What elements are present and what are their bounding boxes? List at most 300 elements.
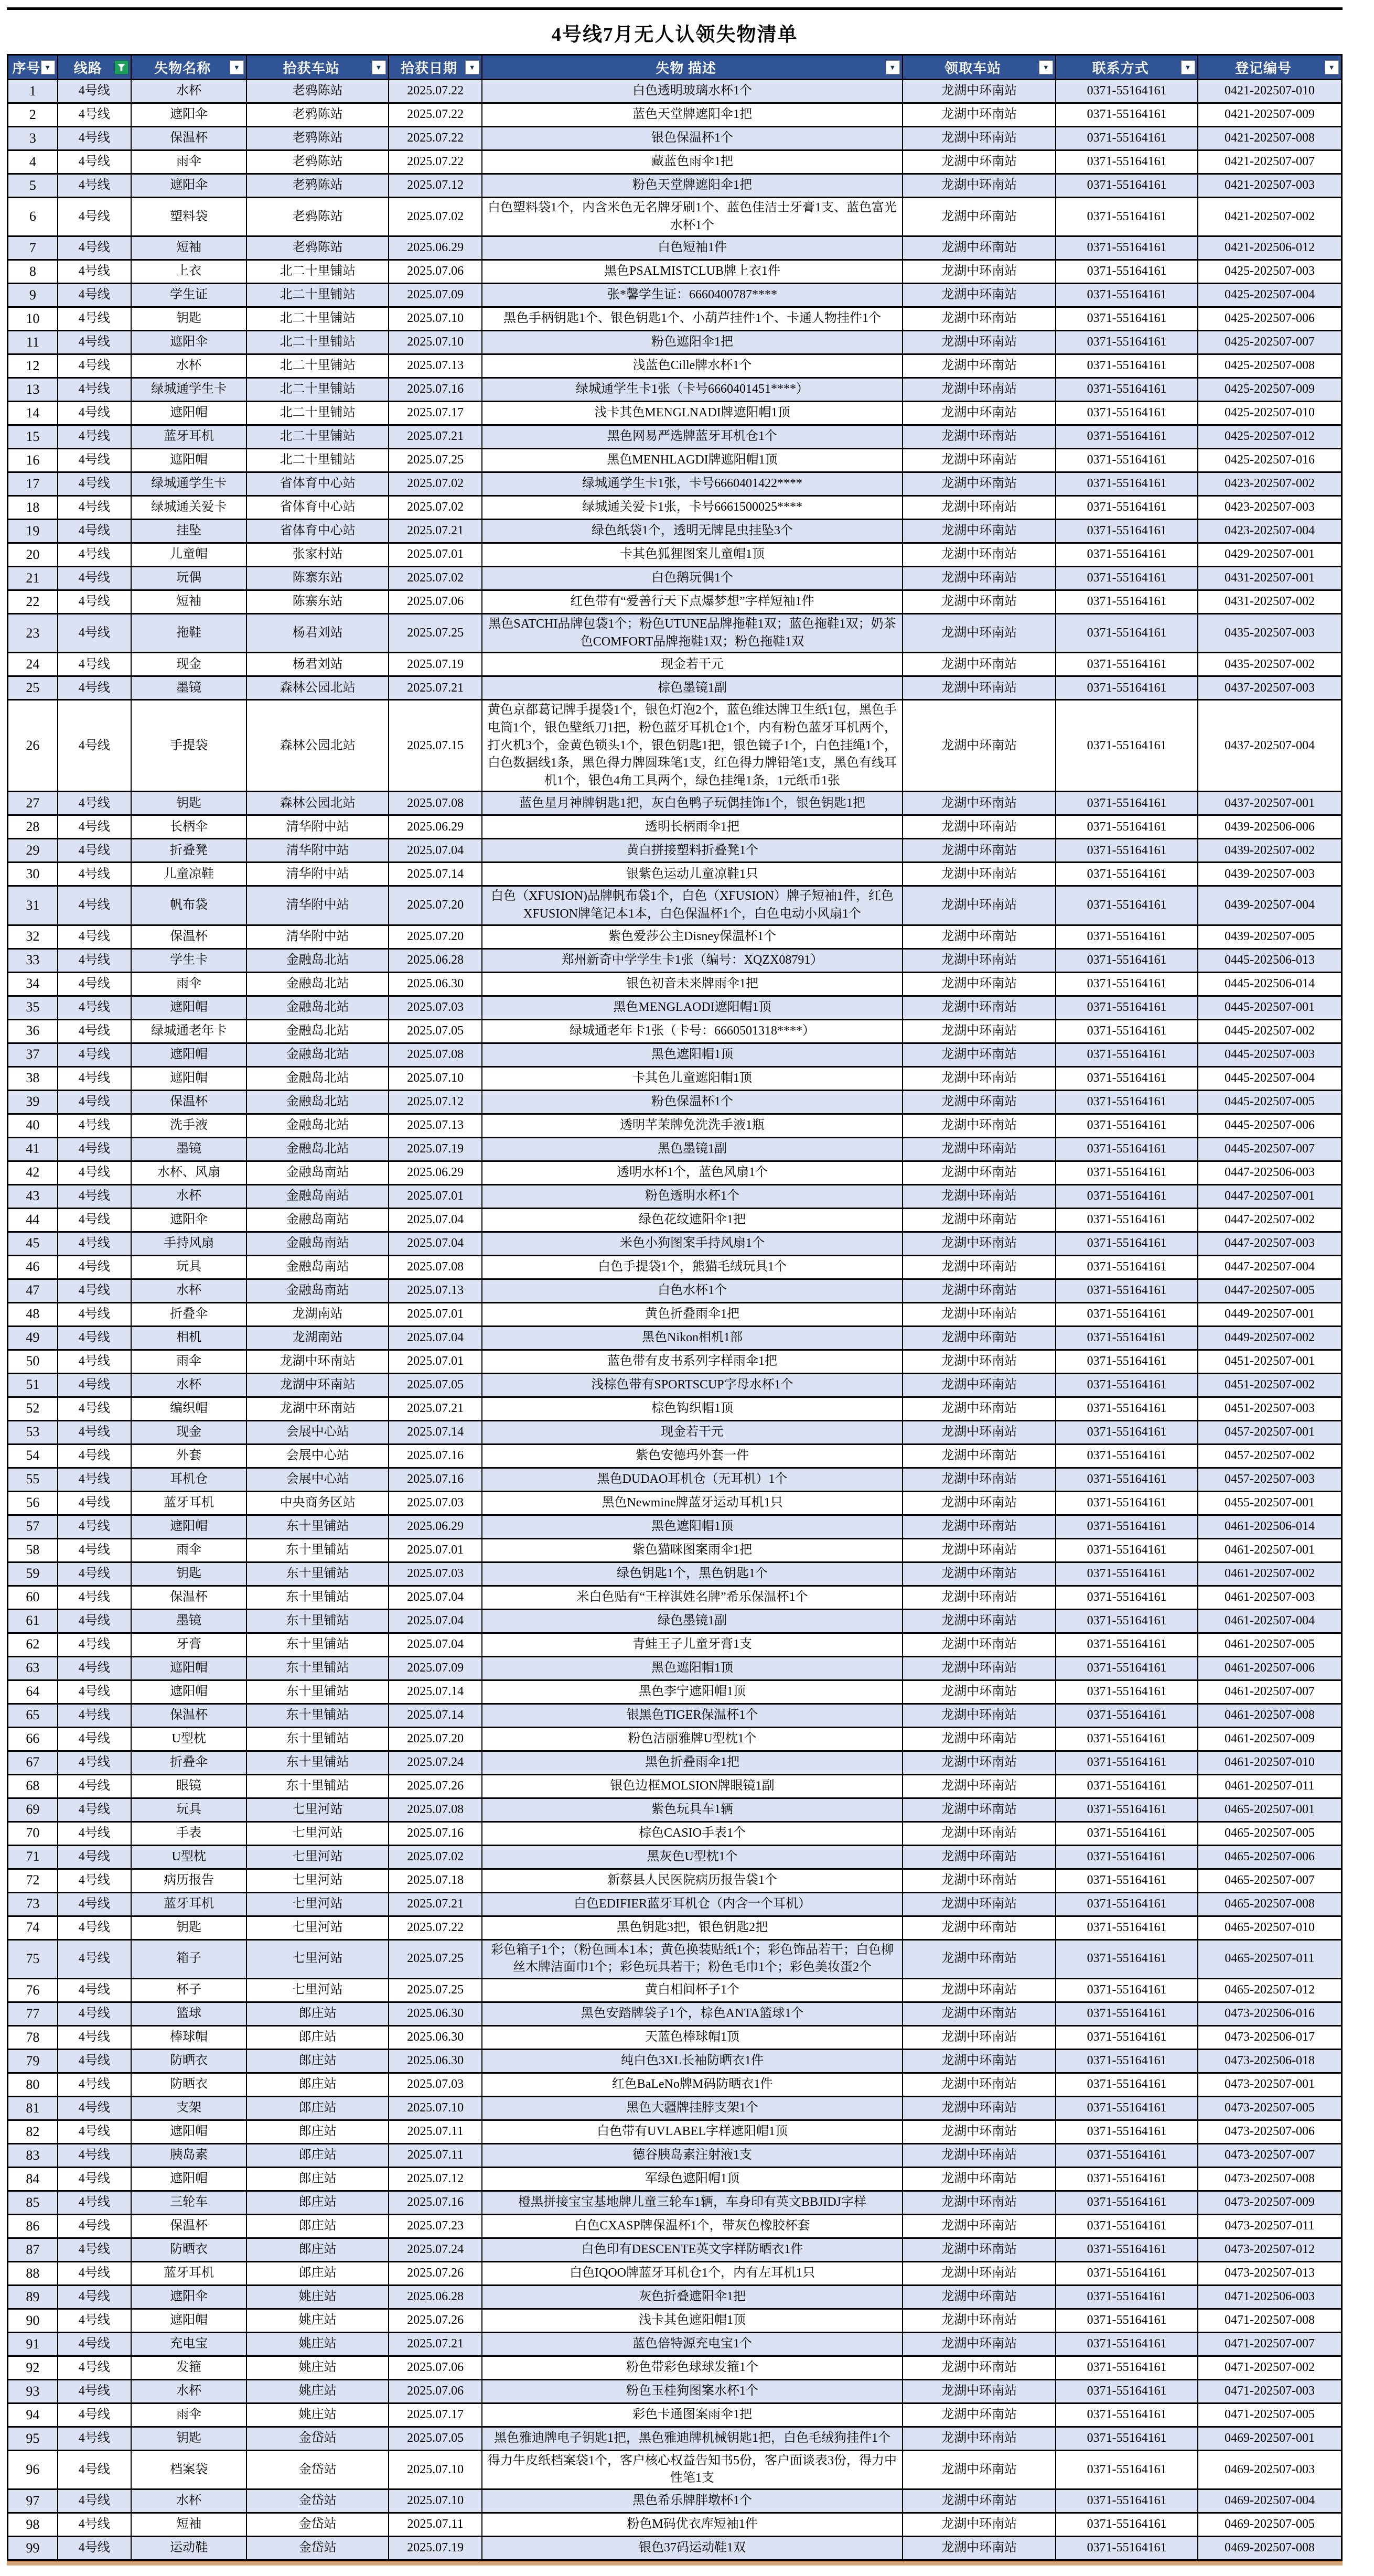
cell-seq[interactable]: 11	[8, 331, 58, 354]
cell-line[interactable]: 4号线	[58, 449, 131, 472]
cell-station[interactable]: 龙湖中环南站	[246, 1397, 389, 1420]
cell-reg[interactable]: 0435-202507-003	[1198, 614, 1342, 653]
cell-contact[interactable]: 0371-55164161	[1056, 2191, 1198, 2214]
cell-station[interactable]: 森林公园北站	[246, 676, 389, 700]
cell-seq[interactable]: 98	[8, 2513, 58, 2536]
cell-pickup[interactable]: 龙湖中环南站	[903, 472, 1056, 496]
cell-reg[interactable]: 0465-202507-006	[1198, 1845, 1342, 1869]
cell-reg[interactable]: 0445-202507-006	[1198, 1114, 1342, 1137]
cell-item[interactable]: 帆布袋	[131, 886, 246, 925]
cell-item[interactable]: 防晒衣	[131, 2238, 246, 2261]
cell-desc[interactable]: 绿色纸袋1个，透明无牌昆虫挂坠3个	[482, 520, 903, 543]
cell-item[interactable]: 遮阳伞	[131, 331, 246, 354]
cell-item[interactable]: 钥匙	[131, 792, 246, 815]
cell-pickup[interactable]: 龙湖中环南站	[903, 496, 1056, 520]
cell-station[interactable]: 七里河站	[246, 1978, 389, 2002]
cell-pickup[interactable]: 龙湖中环南站	[903, 1279, 1056, 1302]
cell-contact[interactable]: 0371-55164161	[1056, 1656, 1198, 1680]
cell-station[interactable]: 郎庄站	[246, 2167, 389, 2191]
cell-line[interactable]: 4号线	[58, 2513, 131, 2536]
cell-seq[interactable]: 82	[8, 2120, 58, 2143]
cell-desc[interactable]: 彩色箱子1个；（粉色画本1本；黄色换装贴纸1个；彩色饰品若干；白色柳丝木牌洁面巾1个；彩色玩具若干；粉色毛巾1个；彩色美妆蛋2个	[482, 1939, 903, 1978]
cell-station[interactable]: 北二十里铺站	[246, 331, 389, 354]
cell-reg[interactable]: 0445-202507-004	[1198, 1066, 1342, 1090]
cell-item[interactable]: 绿城通关爱卡	[131, 496, 246, 520]
cell-contact[interactable]: 0371-55164161	[1056, 2049, 1198, 2073]
cell-seq[interactable]: 95	[8, 2427, 58, 2450]
cell-contact[interactable]: 0371-55164161	[1056, 150, 1198, 174]
cell-pickup[interactable]: 龙湖中环南站	[903, 1255, 1056, 1279]
cell-line[interactable]: 4号线	[58, 1656, 131, 1680]
cell-pickup[interactable]: 龙湖中环南站	[903, 378, 1056, 402]
cell-station[interactable]: 东十里铺站	[246, 1704, 389, 1727]
cell-seq[interactable]: 30	[8, 863, 58, 886]
cell-desc[interactable]: 郑州新奇中学学生卡1张（编号：XQZX08791）	[482, 949, 903, 972]
cell-item[interactable]: 支架	[131, 2096, 246, 2120]
cell-reg[interactable]: 0425-202507-006	[1198, 307, 1342, 331]
cell-seq[interactable]: 80	[8, 2073, 58, 2096]
cell-contact[interactable]: 0371-55164161	[1056, 996, 1198, 1019]
cell-station[interactable]: 龙湖南站	[246, 1302, 389, 1326]
cell-date[interactable]: 2025.07.26	[389, 2261, 482, 2285]
cell-seq[interactable]: 66	[8, 1727, 58, 1751]
cell-pickup[interactable]: 龙湖中环南站	[903, 1727, 1056, 1751]
cell-date[interactable]: 2025.07.03	[389, 1491, 482, 1515]
cell-station[interactable]: 杨君刘站	[246, 653, 389, 676]
cell-contact[interactable]: 0371-55164161	[1056, 1043, 1198, 1066]
cell-seq[interactable]: 19	[8, 520, 58, 543]
cell-reg[interactable]: 0447-202506-003	[1198, 1161, 1342, 1184]
cell-date[interactable]: 2025.06.29	[389, 1161, 482, 1184]
cell-pickup[interactable]: 龙湖中环南站	[903, 236, 1056, 260]
cell-date[interactable]: 2025.07.11	[389, 2120, 482, 2143]
cell-date[interactable]: 2025.07.02	[389, 198, 482, 236]
filter-dropdown-icon[interactable]: ▼	[1325, 60, 1339, 74]
cell-line[interactable]: 4号线	[58, 2191, 131, 2214]
cell-station[interactable]: 姚庄站	[246, 2379, 389, 2403]
cell-item[interactable]: 长柄伞	[131, 815, 246, 839]
cell-date[interactable]: 2025.07.21	[389, 425, 482, 449]
cell-contact[interactable]: 0371-55164161	[1056, 949, 1198, 972]
cell-seq[interactable]: 76	[8, 1978, 58, 2002]
cell-line[interactable]: 4号线	[58, 1821, 131, 1845]
cell-line[interactable]: 4号线	[58, 1184, 131, 1208]
cell-line[interactable]: 4号线	[58, 1978, 131, 2002]
cell-seq[interactable]: 42	[8, 1161, 58, 1184]
cell-item[interactable]: 绿城通老年卡	[131, 1019, 246, 1043]
cell-item[interactable]: 上衣	[131, 260, 246, 284]
cell-reg[interactable]: 0445-202507-002	[1198, 1019, 1342, 1043]
cell-pickup[interactable]: 龙湖中环南站	[903, 2002, 1056, 2025]
cell-item[interactable]: 雨伞	[131, 1350, 246, 1373]
cell-date[interactable]: 2025.07.19	[389, 653, 482, 676]
cell-date[interactable]: 2025.07.21	[389, 2332, 482, 2356]
cell-date[interactable]: 2025.07.21	[389, 1397, 482, 1420]
cell-pickup[interactable]: 龙湖中环南站	[903, 1114, 1056, 1137]
cell-station[interactable]: 北二十里铺站	[246, 425, 389, 449]
cell-station[interactable]: 省体育中心站	[246, 520, 389, 543]
cell-desc[interactable]: 紫色玩具车1辆	[482, 1798, 903, 1821]
cell-seq[interactable]: 27	[8, 792, 58, 815]
cell-reg[interactable]: 0447-202507-005	[1198, 1279, 1342, 1302]
filter-funnel-active-icon[interactable]	[114, 60, 128, 74]
cell-contact[interactable]: 0371-55164161	[1056, 1939, 1198, 1978]
cell-item[interactable]: 钥匙	[131, 1916, 246, 1939]
cell-date[interactable]: 2025.06.30	[389, 2025, 482, 2049]
cell-pickup[interactable]: 龙湖中环南站	[903, 1774, 1056, 1798]
cell-pickup[interactable]: 龙湖中环南站	[903, 614, 1056, 653]
cell-seq[interactable]: 5	[8, 174, 58, 198]
filter-dropdown-icon[interactable]: ▼	[230, 60, 244, 74]
cell-station[interactable]: 省体育中心站	[246, 472, 389, 496]
cell-desc[interactable]: 黑色MENGLAODI遮阳帽1顶	[482, 996, 903, 1019]
cell-contact[interactable]: 0371-55164161	[1056, 2002, 1198, 2025]
cell-line[interactable]: 4号线	[58, 1892, 131, 1916]
cell-pickup[interactable]: 龙湖中环南站	[903, 1397, 1056, 1420]
cell-seq[interactable]: 68	[8, 1774, 58, 1798]
cell-pickup[interactable]: 龙湖中环南站	[903, 1916, 1056, 1939]
cell-seq[interactable]: 40	[8, 1114, 58, 1137]
cell-contact[interactable]: 0371-55164161	[1056, 236, 1198, 260]
cell-line[interactable]: 4号线	[58, 284, 131, 307]
cell-contact[interactable]: 0371-55164161	[1056, 2356, 1198, 2379]
cell-item[interactable]: 遮阳伞	[131, 1208, 246, 1232]
cell-pickup[interactable]: 龙湖中环南站	[903, 792, 1056, 815]
cell-pickup[interactable]: 龙湖中环南站	[903, 307, 1056, 331]
cell-station[interactable]: 金融岛北站	[246, 1114, 389, 1137]
cell-item[interactable]: 雨伞	[131, 2403, 246, 2427]
cell-seq[interactable]: 57	[8, 1515, 58, 1538]
cell-item[interactable]: 玩具	[131, 1255, 246, 1279]
cell-seq[interactable]: 78	[8, 2025, 58, 2049]
cell-reg[interactable]: 0471-202506-003	[1198, 2285, 1342, 2309]
cell-contact[interactable]: 0371-55164161	[1056, 1114, 1198, 1137]
cell-line[interactable]: 4号线	[58, 1680, 131, 1704]
cell-desc[interactable]: 黑色折叠雨伞1把	[482, 1751, 903, 1774]
cell-date[interactable]: 2025.07.04	[389, 1208, 482, 1232]
cell-pickup[interactable]: 龙湖中环南站	[903, 425, 1056, 449]
cell-pickup[interactable]: 龙湖中环南站	[903, 1538, 1056, 1562]
cell-item[interactable]: 保温杯	[131, 1090, 246, 1114]
cell-desc[interactable]: 白色塑料袋1个，内含米色无名牌牙刷1个、蓝色佳洁士牙膏1支、蓝色富光水杯1个	[482, 198, 903, 236]
cell-reg[interactable]: 0437-202507-004	[1198, 700, 1342, 792]
cell-item[interactable]: 遮阳帽	[131, 2167, 246, 2191]
cell-line[interactable]: 4号线	[58, 1562, 131, 1586]
cell-desc[interactable]: 白色（XFUSION)品牌帆布袋1个，白色（XFUSION）牌子短袖1件，红色XFUSION牌笔记本1本，白色保温杯1个，白色电动小风扇1个	[482, 886, 903, 925]
cell-reg[interactable]: 0473-202507-011	[1198, 2214, 1342, 2238]
cell-line[interactable]: 4号线	[58, 1255, 131, 1279]
cell-date[interactable]: 2025.07.01	[389, 1302, 482, 1326]
cell-line[interactable]: 4号线	[58, 496, 131, 520]
cell-pickup[interactable]: 龙湖中环南站	[903, 2191, 1056, 2214]
cell-seq[interactable]: 94	[8, 2403, 58, 2427]
cell-contact[interactable]: 0371-55164161	[1056, 1845, 1198, 1869]
cell-contact[interactable]: 0371-55164161	[1056, 886, 1198, 925]
cell-seq[interactable]: 3	[8, 127, 58, 150]
cell-seq[interactable]: 6	[8, 198, 58, 236]
cell-pickup[interactable]: 龙湖中环南站	[903, 103, 1056, 127]
cell-pickup[interactable]: 龙湖中环南站	[903, 80, 1056, 103]
cell-desc[interactable]: 黑色大疆牌挂脖支架1个	[482, 2096, 903, 2120]
cell-seq[interactable]: 33	[8, 949, 58, 972]
cell-contact[interactable]: 0371-55164161	[1056, 1468, 1198, 1491]
cell-desc[interactable]: 白色透明玻璃水杯1个	[482, 80, 903, 103]
cell-date[interactable]: 2025.07.15	[389, 700, 482, 792]
cell-line[interactable]: 4号线	[58, 307, 131, 331]
cell-date[interactable]: 2025.07.10	[389, 2489, 482, 2513]
cell-item[interactable]: 防晒衣	[131, 2049, 246, 2073]
cell-seq[interactable]: 43	[8, 1184, 58, 1208]
cell-reg[interactable]: 0445-202507-001	[1198, 996, 1342, 1019]
cell-line[interactable]: 4号线	[58, 425, 131, 449]
cell-station[interactable]: 会展中心站	[246, 1420, 389, 1444]
cell-date[interactable]: 2025.07.04	[389, 1609, 482, 1633]
cell-seq[interactable]: 81	[8, 2096, 58, 2120]
cell-item[interactable]: 现金	[131, 653, 246, 676]
cell-contact[interactable]: 0371-55164161	[1056, 653, 1198, 676]
cell-item[interactable]: 遮阳伞	[131, 103, 246, 127]
cell-contact[interactable]: 0371-55164161	[1056, 1208, 1198, 1232]
cell-pickup[interactable]: 龙湖中环南站	[903, 1798, 1056, 1821]
cell-line[interactable]: 4号线	[58, 590, 131, 614]
cell-desc[interactable]: 黑色雅迪牌电子钥匙1把，黑色雅迪牌机械钥匙1把，白色毛绒狗挂件1个	[482, 2427, 903, 2450]
cell-station[interactable]: 金融岛南站	[246, 1161, 389, 1184]
cell-seq[interactable]: 63	[8, 1656, 58, 1680]
cell-item[interactable]: 钥匙	[131, 307, 246, 331]
cell-station[interactable]: 郎庄站	[246, 2261, 389, 2285]
cell-pickup[interactable]: 龙湖中环南站	[903, 1704, 1056, 1727]
cell-station[interactable]: 姚庄站	[246, 2285, 389, 2309]
cell-seq[interactable]: 67	[8, 1751, 58, 1774]
cell-line[interactable]: 4号线	[58, 2238, 131, 2261]
cell-seq[interactable]: 2	[8, 103, 58, 127]
cell-date[interactable]: 2025.07.03	[389, 1562, 482, 1586]
cell-pickup[interactable]: 龙湖中环南站	[903, 1232, 1056, 1255]
cell-pickup[interactable]: 龙湖中环南站	[903, 925, 1056, 949]
cell-date[interactable]: 2025.07.03	[389, 996, 482, 1019]
cell-pickup[interactable]: 龙湖中环南站	[903, 2073, 1056, 2096]
cell-station[interactable]: 老鸦陈站	[246, 103, 389, 127]
cell-seq[interactable]: 22	[8, 590, 58, 614]
cell-reg[interactable]: 0423-202507-003	[1198, 496, 1342, 520]
cell-pickup[interactable]: 龙湖中环南站	[903, 2332, 1056, 2356]
cell-line[interactable]: 4号线	[58, 1373, 131, 1397]
cell-item[interactable]: 保温杯	[131, 1586, 246, 1609]
cell-item[interactable]: 保温杯	[131, 925, 246, 949]
cell-item[interactable]: 洗手液	[131, 1114, 246, 1137]
cell-line[interactable]: 4号线	[58, 1090, 131, 1114]
cell-line[interactable]: 4号线	[58, 2379, 131, 2403]
cell-station[interactable]: 北二十里铺站	[246, 402, 389, 425]
cell-date[interactable]: 2025.07.13	[389, 1279, 482, 1302]
cell-line[interactable]: 4号线	[58, 1751, 131, 1774]
filter-dropdown-icon[interactable]: ▼	[41, 60, 55, 74]
cell-desc[interactable]: 黑色希乐牌胖墩杯1个	[482, 2489, 903, 2513]
cell-reg[interactable]: 0423-202507-004	[1198, 520, 1342, 543]
cell-reg[interactable]: 0461-202507-004	[1198, 1609, 1342, 1633]
cell-date[interactable]: 2025.07.16	[389, 1444, 482, 1468]
cell-line[interactable]: 4号线	[58, 150, 131, 174]
cell-pickup[interactable]: 龙湖中环南站	[903, 2379, 1056, 2403]
cell-contact[interactable]: 0371-55164161	[1056, 331, 1198, 354]
cell-date[interactable]: 2025.07.21	[389, 676, 482, 700]
cell-date[interactable]: 2025.07.16	[389, 1468, 482, 1491]
cell-date[interactable]: 2025.07.16	[389, 2191, 482, 2214]
cell-pickup[interactable]: 龙湖中环南站	[903, 2427, 1056, 2450]
cell-station[interactable]: 清华附中站	[246, 925, 389, 949]
cell-line[interactable]: 4号线	[58, 792, 131, 815]
cell-reg[interactable]: 0445-202506-013	[1198, 949, 1342, 972]
cell-date[interactable]: 2025.06.29	[389, 1515, 482, 1538]
cell-pickup[interactable]: 龙湖中环南站	[903, 1978, 1056, 2002]
cell-pickup[interactable]: 龙湖中环南站	[903, 676, 1056, 700]
cell-date[interactable]: 2025.07.22	[389, 80, 482, 103]
cell-seq[interactable]: 73	[8, 1892, 58, 1916]
cell-seq[interactable]: 35	[8, 996, 58, 1019]
cell-seq[interactable]: 91	[8, 2332, 58, 2356]
cell-contact[interactable]: 0371-55164161	[1056, 1326, 1198, 1350]
cell-line[interactable]: 4号线	[58, 1468, 131, 1491]
cell-desc[interactable]: 米色小狗图案手持风扇1个	[482, 1232, 903, 1255]
cell-station[interactable]: 北二十里铺站	[246, 284, 389, 307]
cell-line[interactable]: 4号线	[58, 614, 131, 653]
cell-line[interactable]: 4号线	[58, 925, 131, 949]
cell-desc[interactable]: 银紫色运动儿童凉鞋1只	[482, 863, 903, 886]
cell-item[interactable]: 遮阳帽	[131, 1680, 246, 1704]
cell-date[interactable]: 2025.07.14	[389, 1420, 482, 1444]
cell-contact[interactable]: 0371-55164161	[1056, 1444, 1198, 1468]
cell-item[interactable]: 钥匙	[131, 2427, 246, 2450]
cell-date[interactable]: 2025.07.24	[389, 1751, 482, 1774]
cell-seq[interactable]: 84	[8, 2167, 58, 2191]
cell-reg[interactable]: 0425-202507-007	[1198, 331, 1342, 354]
cell-station[interactable]: 东十里铺站	[246, 1656, 389, 1680]
cell-contact[interactable]: 0371-55164161	[1056, 2513, 1198, 2536]
cell-line[interactable]: 4号线	[58, 2450, 131, 2489]
cell-reg[interactable]: 0457-202507-002	[1198, 1444, 1342, 1468]
cell-date[interactable]: 2025.07.06	[389, 260, 482, 284]
cell-reg[interactable]: 0425-202507-012	[1198, 425, 1342, 449]
cell-date[interactable]: 2025.07.06	[389, 2379, 482, 2403]
cell-pickup[interactable]: 龙湖中环南站	[903, 2450, 1056, 2489]
cell-contact[interactable]: 0371-55164161	[1056, 1978, 1198, 2002]
cell-contact[interactable]: 0371-55164161	[1056, 1397, 1198, 1420]
cell-date[interactable]: 2025.07.22	[389, 150, 482, 174]
cell-station[interactable]: 北二十里铺站	[246, 449, 389, 472]
cell-reg[interactable]: 0449-202507-002	[1198, 1326, 1342, 1350]
cell-reg[interactable]: 0465-202507-012	[1198, 1978, 1342, 2002]
cell-line[interactable]: 4号线	[58, 1491, 131, 1515]
cell-pickup[interactable]: 龙湖中环南站	[903, 284, 1056, 307]
cell-line[interactable]: 4号线	[58, 1279, 131, 1302]
cell-station[interactable]: 郎庄站	[246, 2002, 389, 2025]
cell-line[interactable]: 4号线	[58, 2143, 131, 2167]
cell-pickup[interactable]: 龙湖中环南站	[903, 1939, 1056, 1978]
cell-line[interactable]: 4号线	[58, 2332, 131, 2356]
cell-station[interactable]: 森林公园北站	[246, 792, 389, 815]
cell-desc[interactable]: 黑色遮阳帽1顶	[482, 1656, 903, 1680]
cell-date[interactable]: 2025.07.10	[389, 331, 482, 354]
cell-line[interactable]: 4号线	[58, 2120, 131, 2143]
cell-station[interactable]: 东十里铺站	[246, 1586, 389, 1609]
cell-station[interactable]: 龙湖中环南站	[246, 1350, 389, 1373]
cell-line[interactable]: 4号线	[58, 839, 131, 863]
cell-line[interactable]: 4号线	[58, 972, 131, 996]
filter-dropdown-icon[interactable]: ▼	[886, 60, 900, 74]
cell-date[interactable]: 2025.07.05	[389, 2427, 482, 2450]
cell-station[interactable]: 七里河站	[246, 1869, 389, 1892]
cell-reg[interactable]: 0473-202506-018	[1198, 2049, 1342, 2073]
cell-date[interactable]: 2025.07.11	[389, 2143, 482, 2167]
cell-pickup[interactable]: 龙湖中环南站	[903, 1468, 1056, 1491]
cell-pickup[interactable]: 龙湖中环南站	[903, 1633, 1056, 1656]
cell-seq[interactable]: 56	[8, 1491, 58, 1515]
cell-item[interactable]: 水杯	[131, 1279, 246, 1302]
cell-contact[interactable]: 0371-55164161	[1056, 1066, 1198, 1090]
cell-item[interactable]: 水杯、风扇	[131, 1161, 246, 1184]
cell-contact[interactable]: 0371-55164161	[1056, 863, 1198, 886]
cell-desc[interactable]: 透明芊茉牌免洗洗手液1瓶	[482, 1114, 903, 1137]
cell-date[interactable]: 2025.07.08	[389, 1043, 482, 1066]
cell-line[interactable]: 4号线	[58, 2536, 131, 2560]
cell-reg[interactable]: 0465-202507-010	[1198, 1916, 1342, 1939]
cell-desc[interactable]: 新蔡县人民医院病历报告袋1个	[482, 1869, 903, 1892]
cell-station[interactable]: 森林公园北站	[246, 700, 389, 792]
cell-seq[interactable]: 77	[8, 2002, 58, 2025]
cell-date[interactable]: 2025.07.01	[389, 1538, 482, 1562]
cell-station[interactable]: 东十里铺站	[246, 1774, 389, 1798]
cell-station[interactable]: 东十里铺站	[246, 1633, 389, 1656]
cell-reg[interactable]: 0465-202507-007	[1198, 1869, 1342, 1892]
cell-reg[interactable]: 0421-202507-002	[1198, 198, 1342, 236]
cell-seq[interactable]: 29	[8, 839, 58, 863]
cell-pickup[interactable]: 龙湖中环南站	[903, 2489, 1056, 2513]
cell-date[interactable]: 2025.07.09	[389, 284, 482, 307]
cell-station[interactable]: 老鸦陈站	[246, 236, 389, 260]
cell-seq[interactable]: 86	[8, 2214, 58, 2238]
cell-station[interactable]: 老鸦陈站	[246, 174, 389, 198]
cell-reg[interactable]: 0425-202507-010	[1198, 402, 1342, 425]
cell-contact[interactable]: 0371-55164161	[1056, 402, 1198, 425]
cell-desc[interactable]: 黑色钥匙3把，银色钥匙2把	[482, 1916, 903, 1939]
cell-item[interactable]: 雨伞	[131, 972, 246, 996]
cell-seq[interactable]: 1	[8, 80, 58, 103]
cell-seq[interactable]: 28	[8, 815, 58, 839]
cell-item[interactable]: 三轮车	[131, 2191, 246, 2214]
cell-contact[interactable]: 0371-55164161	[1056, 1916, 1198, 1939]
cell-reg[interactable]: 0421-202507-010	[1198, 80, 1342, 103]
cell-reg[interactable]: 0473-202506-016	[1198, 2002, 1342, 2025]
cell-desc[interactable]: 银色37码运动鞋1双	[482, 2536, 903, 2560]
cell-reg[interactable]: 0439-202507-002	[1198, 839, 1342, 863]
cell-contact[interactable]: 0371-55164161	[1056, 472, 1198, 496]
cell-reg[interactable]: 0469-202507-005	[1198, 2513, 1342, 2536]
cell-station[interactable]: 金融岛北站	[246, 1066, 389, 1090]
cell-desc[interactable]: 蓝色倍特源充电宝1个	[482, 2332, 903, 2356]
cell-station[interactable]: 金融岛北站	[246, 996, 389, 1019]
cell-line[interactable]: 4号线	[58, 198, 131, 236]
cell-contact[interactable]: 0371-55164161	[1056, 2332, 1198, 2356]
cell-station[interactable]: 陈寨东站	[246, 590, 389, 614]
cell-item[interactable]: 水杯	[131, 354, 246, 378]
cell-seq[interactable]: 4	[8, 150, 58, 174]
cell-desc[interactable]: 棕色钩织帽1顶	[482, 1397, 903, 1420]
cell-reg[interactable]: 0421-202506-012	[1198, 236, 1342, 260]
cell-seq[interactable]: 93	[8, 2379, 58, 2403]
cell-line[interactable]: 4号线	[58, 2073, 131, 2096]
cell-reg[interactable]: 0461-202507-007	[1198, 1680, 1342, 1704]
cell-date[interactable]: 2025.07.12	[389, 174, 482, 198]
